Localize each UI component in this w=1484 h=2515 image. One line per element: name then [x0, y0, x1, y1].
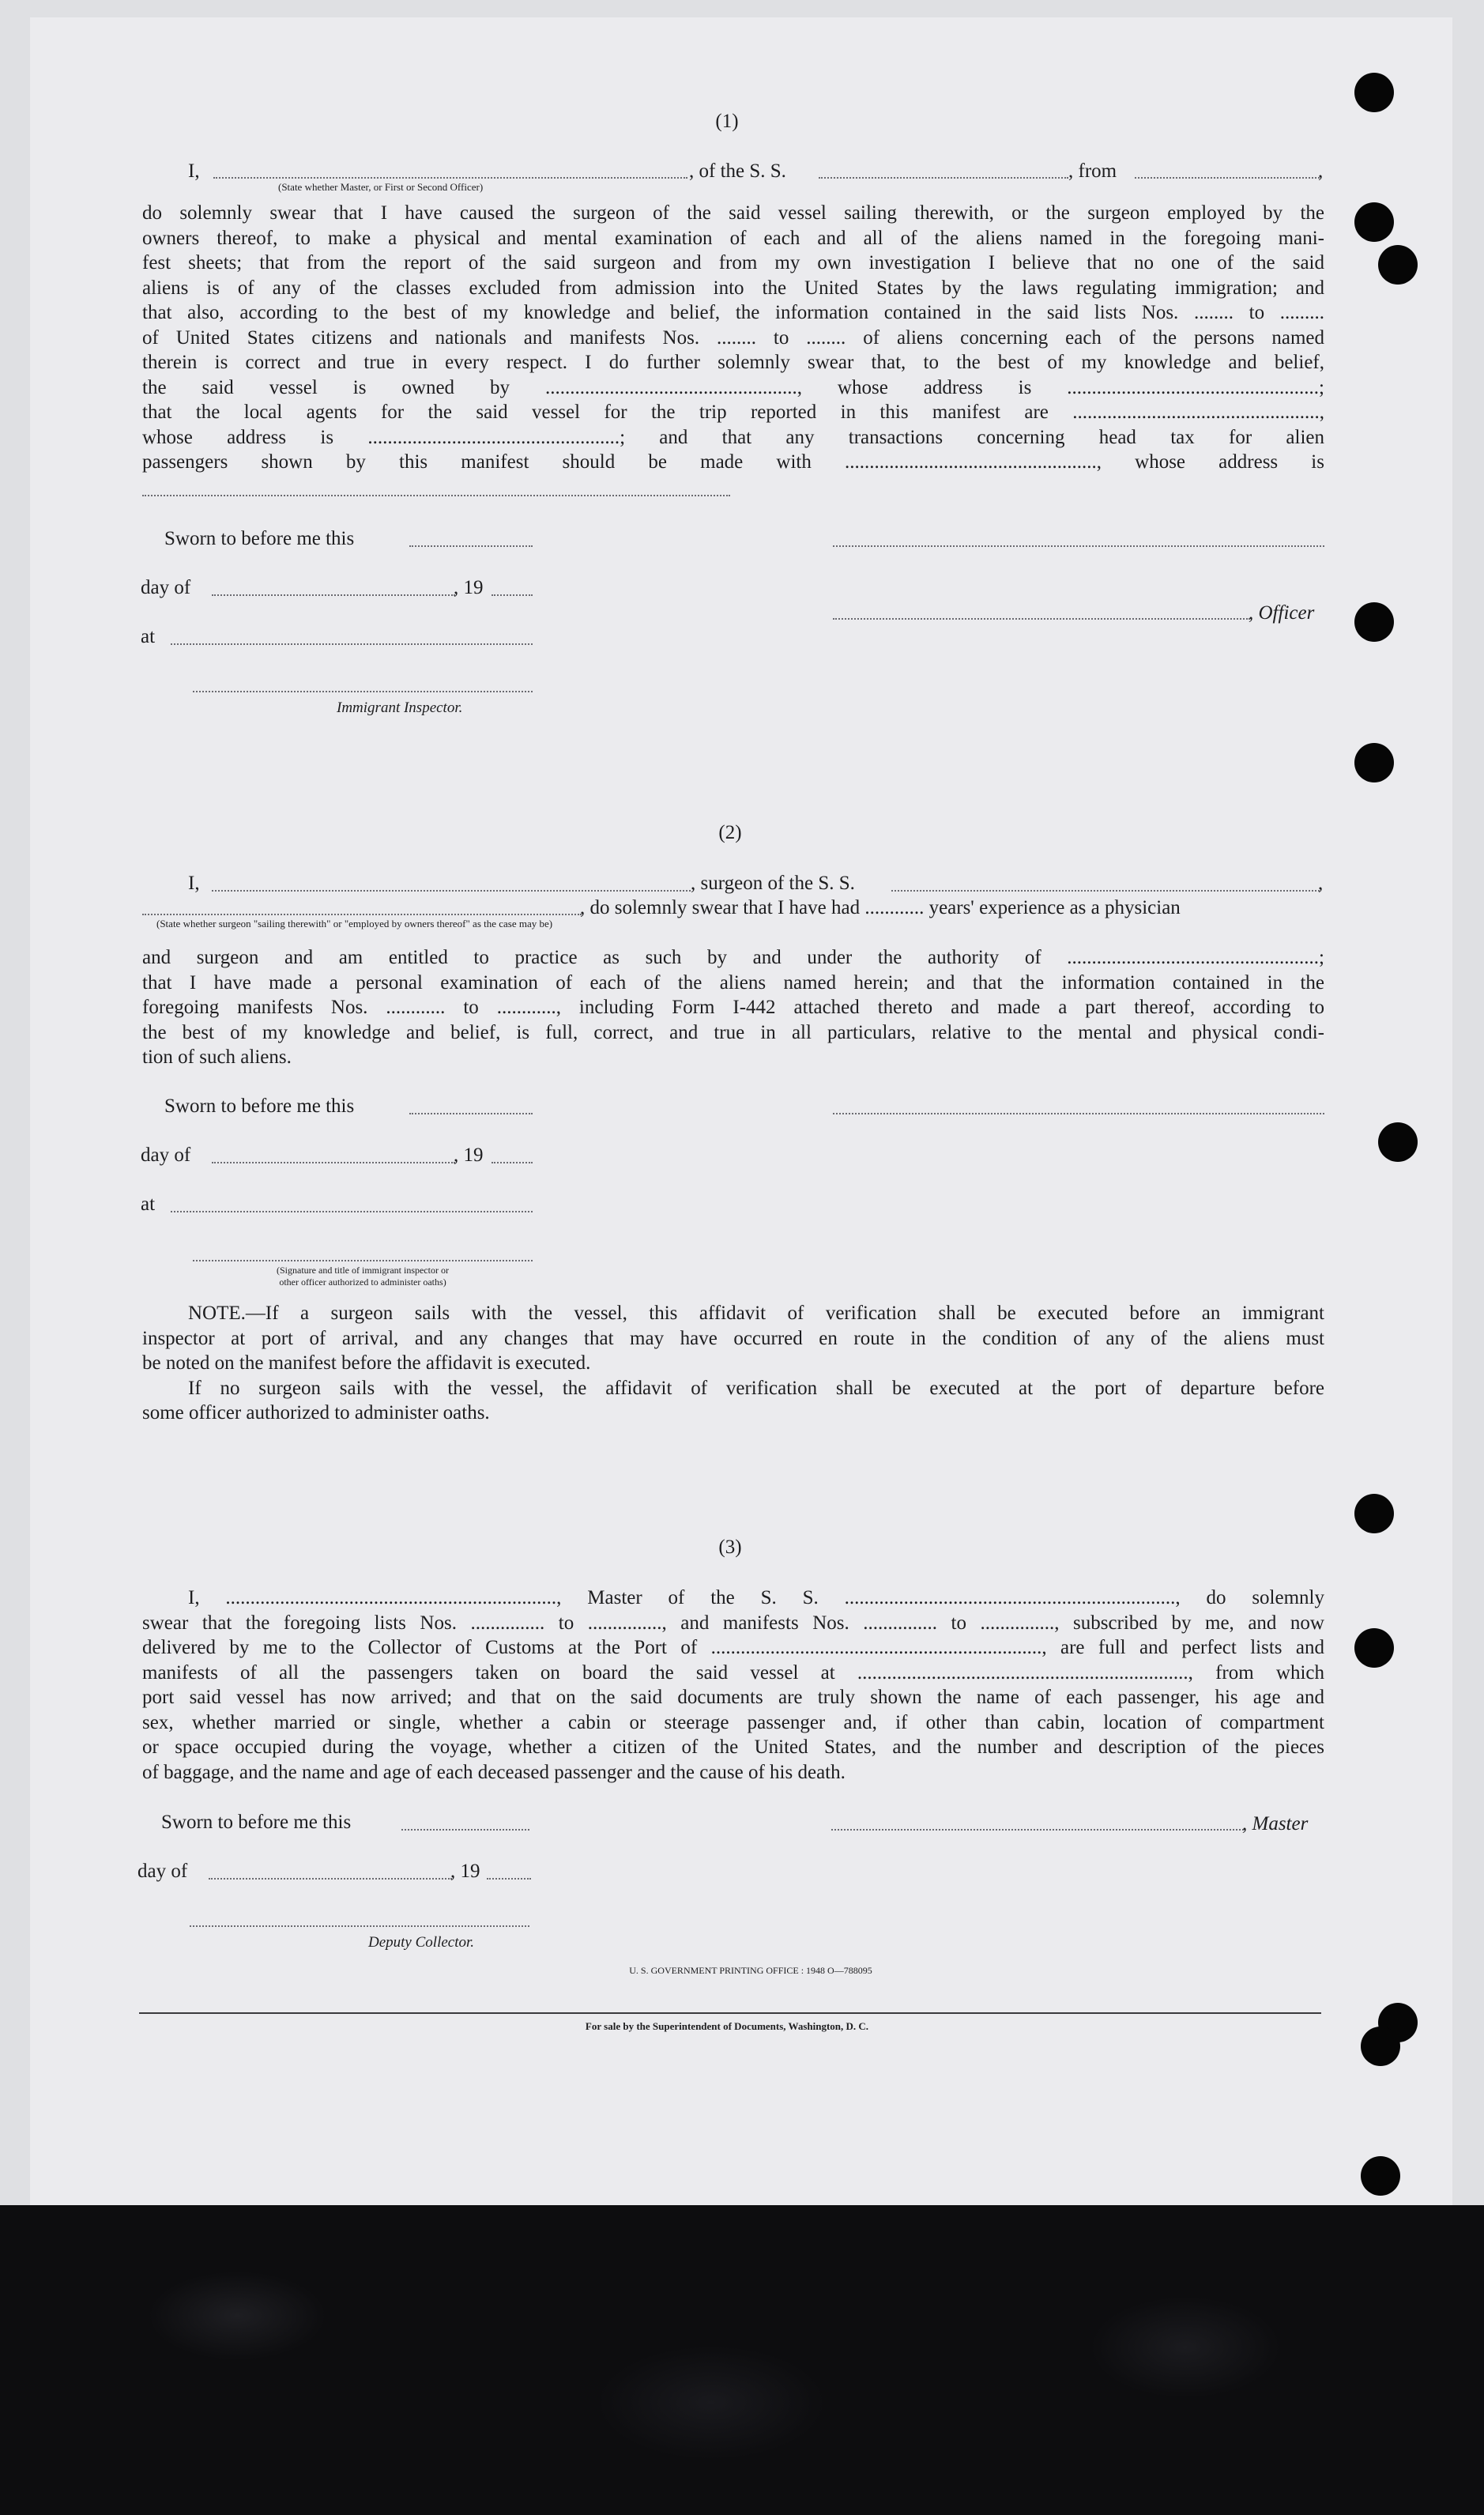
punch-hole: [1354, 743, 1394, 782]
s1-at-field[interactable]: [171, 643, 533, 645]
s1-from-field[interactable]: [1135, 177, 1320, 179]
s1-officer-hint: (State whether Master, or First or Second Officer): [278, 181, 484, 193]
s3-sworn-label: Sworn to before me this: [161, 1812, 352, 1833]
s2-year-label: , 19: [454, 1144, 484, 1166]
s1-year-field[interactable]: [492, 594, 533, 596]
s2-surgeon-hint: (State whether surgeon "sailing therewith" or "employed by owners thereof" as the case may be): [156, 918, 553, 929]
s2-i: I,: [188, 873, 200, 894]
s1-inspector-label: Immigrant Inspector.: [337, 699, 463, 716]
s2-line: and surgeon and am entitled to practice as such by and under the authority of ...................................................;: [142, 947, 1324, 968]
s2-swear: , do solemnly swear that I have had ............ years' experience as a physician: [580, 897, 1181, 918]
s3-line: I, ..................................................................., Master of the S. S. ..................................................................., do solemnly: [188, 1587, 1324, 1608]
section-2-number: (2): [718, 822, 742, 843]
s3-line: port said vessel has now arrived; and that on the said documents are truly shown the name of each passenger, his age and: [142, 1687, 1324, 1708]
s1-at-label: at: [141, 626, 156, 647]
s2-comma: ,: [1318, 873, 1324, 894]
s1-sworn-field[interactable]: [409, 545, 533, 547]
sale-notice: For sale by the Superintendent of Documents, Washington, D. C.: [585, 2020, 869, 2032]
s3-deputy-label: Deputy Collector.: [368, 1934, 475, 1951]
s3-day-field[interactable]: [209, 1878, 452, 1880]
s2-surgeon-signature-line[interactable]: [833, 1113, 1324, 1114]
s2-note-line: some officer authorized to administer oaths.: [142, 1402, 490, 1423]
s1-line: whose address is ...................................................; and that any transactions concerning head tax for alien: [142, 426, 1324, 448]
scan-background: [0, 2205, 1484, 2515]
s1-comma: ,: [1318, 160, 1324, 182]
s1-day-of-label: day of: [141, 577, 191, 598]
s1-year-label: , 19: [454, 577, 484, 598]
s1-line: do solemnly swear that I have caused the surgeon of the said vessel sailing therewith, or the surgeon employed by the: [142, 202, 1324, 224]
s1-line: of United States citizens and nationals and manifests Nos. ........ to ........ of aliens concerning each of the persons named: [142, 326, 1324, 349]
s1-line: aliens is of any of the classes excluded from admission into the United States by the laws regulating immigration; and: [142, 277, 1324, 299]
s2-inspector-signature-line[interactable]: [193, 1260, 533, 1261]
s2-surgeon-type-field[interactable]: [142, 914, 582, 915]
s1-inspector-signature-line[interactable]: [193, 691, 533, 692]
s2-oath-text: [142, 945, 1324, 1070]
s2-line: foregoing manifests Nos. ............ to ............, including Form I-442 attached thereto and made a part thereof, according to: [142, 997, 1324, 1018]
s3-master-signature-line[interactable]: [831, 1829, 1244, 1831]
s1-line: that also, according to the best of my knowledge and belief, the information contained in the said lists Nos. ........ to .........: [142, 302, 1324, 323]
s2-year-field[interactable]: [492, 1162, 533, 1163]
s2-line: the best of my knowledge and belief, is full, correct, and true in all particulars, relative to the mental and physical condi-: [142, 1021, 1324, 1043]
s1-i: I,: [188, 160, 200, 182]
s3-master-label: , Master: [1242, 1813, 1309, 1834]
punch-hole: [1354, 73, 1394, 112]
s1-line: the said vessel is owned by ..................................................., whose address is ...................................................;: [142, 376, 1324, 398]
s2-note-line: inspector at port of arrival, and any changes that may have occurred en route in the condition of any of the aliens must: [142, 1327, 1324, 1349]
punch-hole: [1378, 245, 1418, 285]
s3-line: delivered by me to the Collector of Customs at the Port of ..................................................................., are full and perfect lists and: [142, 1637, 1324, 1658]
s2-at-label: at: [141, 1193, 156, 1215]
s2-note-line: If no surgeon sails with the vessel, the affidavit of verification shall be executed at the port of departure before: [188, 1377, 1324, 1399]
section-3-number: (3): [718, 1537, 742, 1558]
s3-day-of-label: day of: [137, 1861, 188, 1882]
s3-oath-text: [142, 1586, 1324, 1785]
s3-line: manifests of all the passengers taken on board the said vessel at ..................................................................., from which: [142, 1661, 1324, 1684]
s1-line: fest sheets; that from the report of the said surgeon and from my own investigation I believe that no one of the said: [142, 252, 1324, 273]
s1-officer-field[interactable]: [213, 177, 687, 179]
s2-line: tion of such aliens.: [142, 1046, 292, 1068]
s1-line: therein is correct and true in every respect. I do further solemnly swear that, to the best of my knowledge and belief,: [142, 352, 1324, 373]
punch-hole: [1354, 202, 1394, 242]
punch-hole: [1354, 1628, 1394, 1668]
s1-officer-title-field[interactable]: [833, 618, 1250, 620]
s2-note: [142, 1301, 1324, 1426]
section-1-number: (1): [715, 111, 739, 132]
s2-ship-field[interactable]: [891, 890, 1320, 892]
s1-line: passengers shown by this manifest should be made with ..................................................., whose address is: [142, 451, 1324, 473]
punch-hole: [1354, 1494, 1394, 1533]
s1-ship-field[interactable]: [819, 177, 1068, 179]
punch-hole: [1361, 2027, 1400, 2066]
s2-signature-hint: [193, 1265, 533, 1288]
s2-note-line: NOTE.—If a surgeon sails with the vessel, this affidavit of verification shall be executed before an immigrant: [188, 1303, 1324, 1324]
s2-note-line: be noted on the manifest before the affidavit is executed.: [142, 1352, 591, 1374]
s1-officer-label: , Officer: [1249, 602, 1315, 624]
s3-year-field[interactable]: [487, 1878, 531, 1880]
s2-sworn-label: Sworn to before me this: [164, 1095, 355, 1117]
punch-hole: [1361, 2156, 1400, 2196]
s2-surgeon-of: , surgeon of the S. S.: [691, 873, 855, 894]
s3-year-label: , 19: [450, 1861, 480, 1882]
gpo-imprint: U. S. GOVERNMENT PRINTING OFFICE : 1948 O—788095: [629, 1965, 872, 1976]
s2-surgeon-name-field[interactable]: [212, 890, 691, 892]
s3-line: of baggage, and the name and age of each deceased passenger and the cause of his death.: [142, 1761, 846, 1783]
s1-address-field[interactable]: [142, 495, 730, 496]
punch-hole: [1354, 602, 1394, 642]
s2-line: that I have made a personal examination of each of the aliens named herein; and that the information contained in the: [142, 971, 1324, 994]
s1-from: , from: [1068, 160, 1117, 182]
footer-rule: [139, 2012, 1321, 2014]
s3-deputy-signature-line[interactable]: [190, 1925, 529, 1927]
s1-officer-signature-line[interactable]: [833, 545, 1324, 547]
s1-oath-text: [142, 201, 1324, 475]
s2-day-of-label: day of: [141, 1144, 191, 1166]
s1-line: that the local agents for the said vessel for the trip reported in this manifest are ..................................................,: [142, 402, 1324, 423]
s3-line: or space occupied during the voyage, whether a citizen of the United States, and the number and description of the pieces: [142, 1736, 1324, 1758]
s3-line: sex, whether married or single, whether a cabin or steerage passenger and, if other than cabin, location of compartment: [142, 1711, 1324, 1733]
s3-line: swear that the foregoing lists Nos. ............... to ..............., and manifests Nos. ............... to ..............., subscribed by me, and now: [142, 1612, 1324, 1634]
punch-hole: [1378, 1122, 1418, 1162]
s1-of-ss: , of the S. S.: [689, 160, 786, 182]
s2-day-field[interactable]: [212, 1162, 455, 1163]
s2-signature-hint-line: other officer authorized to administer oaths): [279, 1276, 446, 1288]
s3-sworn-field[interactable]: [401, 1829, 529, 1831]
s2-sworn-field[interactable]: [409, 1113, 533, 1114]
s2-signature-hint-line: (Signature and title of immigrant inspector or: [277, 1265, 449, 1276]
s1-sworn-label: Sworn to before me this: [164, 528, 355, 549]
s1-day-field[interactable]: [212, 594, 455, 596]
s1-line: owners thereof, to make a physical and mental examination of each and all of the aliens named in the foregoing mani-: [142, 227, 1324, 249]
s2-at-field[interactable]: [171, 1211, 533, 1212]
